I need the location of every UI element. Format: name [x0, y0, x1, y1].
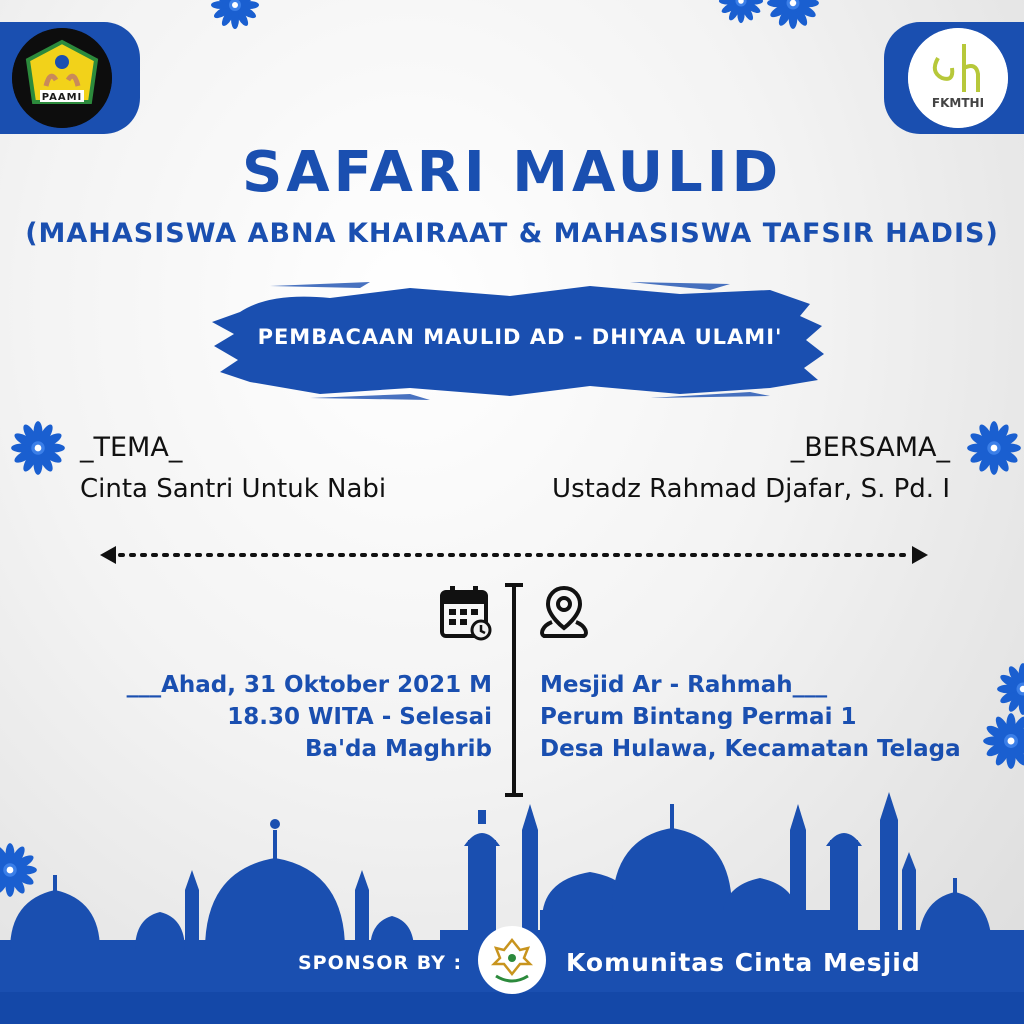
vertical-divider: [510, 583, 518, 797]
page-title: SAFARI MAULID: [241, 140, 783, 205]
flower-ornament-icon: [210, 0, 260, 30]
flower-ornament-icon: [966, 420, 1022, 476]
schedule-date: ___Ahad, 31 Oktober 2021 M: [126, 672, 492, 698]
flower-ornament-icon: [982, 712, 1024, 770]
fkmthi-logo: [908, 28, 1008, 128]
paami-logo: [12, 28, 112, 128]
fkmthi-logo-icon: [908, 28, 1008, 128]
flower-ornament-icon: [10, 420, 66, 476]
location-mosque: Mesjid Ar - Rahmah___: [540, 672, 828, 698]
schedule-time: 18.30 WITA - Selesai: [227, 704, 492, 730]
flower-ornament-icon: [996, 662, 1024, 716]
bersama-heading: _BERSAMA_: [790, 432, 950, 463]
location-housing: Perum Bintang Permai 1: [540, 704, 857, 730]
dotted-divider: [100, 544, 928, 566]
banner-text: PEMBACAAN MAULID AD - DHIYAA ULAMI': [257, 325, 783, 349]
tema-heading: _TEMA_: [80, 432, 183, 463]
bersama-value: Ustadz Rahmad Djafar, S. Pd. I: [552, 474, 950, 504]
paami-logo-icon: [12, 28, 112, 128]
flower-ornament-icon: [766, 0, 820, 30]
paami-logo-text: PAAMI: [41, 92, 83, 103]
tema-value: Cinta Santri Untuk Nabi: [80, 474, 387, 504]
flower-ornament-icon: [718, 0, 764, 24]
location-village: Desa Hulawa, Kecamatan Telaga: [540, 736, 961, 762]
sponsor-logo: [478, 926, 546, 994]
sponsor-name: Komunitas Cinta Mesjid: [566, 948, 921, 977]
fkmthi-logo-text: FKMTHI: [931, 96, 985, 110]
right-logo-panel: [884, 22, 1024, 134]
sponsor-label: SPONSOR BY :: [298, 952, 463, 974]
calendar-clock-icon: [440, 584, 492, 642]
location-pin-icon: [536, 584, 592, 642]
cinta-masjid-logo-icon: [484, 932, 540, 988]
left-logo-panel: [0, 22, 140, 134]
page-subtitle: (MAHASISWA ABNA KHAIRAAT & MAHASISWA TAFSIR HADIS): [25, 218, 999, 249]
schedule-note: Ba'da Maghrib: [304, 736, 492, 762]
